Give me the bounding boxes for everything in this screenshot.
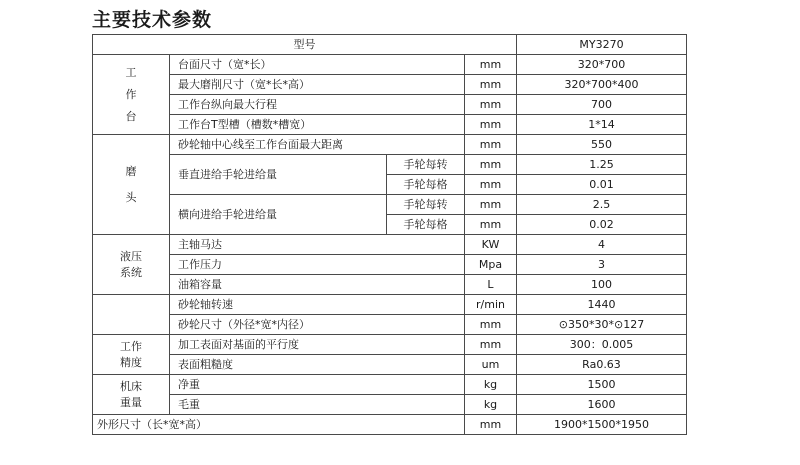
unit-cell: L <box>465 275 517 295</box>
spec-table <box>92 34 687 435</box>
value-cell: 320*700*400 <box>517 75 687 95</box>
unit-cell: mm <box>465 75 517 95</box>
value-cell: 1500 <box>517 375 687 395</box>
table-row <box>93 295 687 315</box>
param-label: 净重 <box>170 375 465 395</box>
header-model-value: MY3270 <box>517 35 687 55</box>
param-label: 砂轮尺寸（外径*宽*内径） <box>170 315 465 335</box>
value-cell: 700 <box>517 95 687 115</box>
param-label: 最大磨削尺寸（宽*长*高） <box>170 75 465 95</box>
sub-label: 手轮每转 <box>387 195 465 215</box>
table-row <box>93 315 687 335</box>
page-title: 主要技术参数 <box>92 9 213 31</box>
unit-cell: Mpa <box>465 255 517 275</box>
value-cell: Ra0.63 <box>517 355 687 375</box>
table-row <box>93 275 687 295</box>
param-label: 垂直进给手轮进给量 <box>170 155 387 195</box>
unit-cell: kg <box>465 395 517 415</box>
table-row <box>93 235 687 255</box>
value-cell: 1900*1500*1950 <box>517 415 687 435</box>
value-cell: 100 <box>517 275 687 295</box>
table-row <box>93 355 687 375</box>
table-row <box>93 375 687 395</box>
group-precision: 工作 精度 <box>93 335 170 375</box>
table-row <box>93 95 687 115</box>
param-label: 工作台T型槽（槽数*槽宽） <box>170 115 465 135</box>
value-cell: 2.5 <box>517 195 687 215</box>
param-label: 毛重 <box>170 395 465 415</box>
table-row <box>93 195 687 215</box>
header-model-label: 型号 <box>93 35 517 55</box>
table-row <box>93 155 687 175</box>
unit-cell: mm <box>465 175 517 195</box>
value-cell: 320*700 <box>517 55 687 75</box>
value-cell: ⊙350*30*⊙127 <box>517 315 687 335</box>
param-label: 表面粗糙度 <box>170 355 465 375</box>
table-row <box>93 335 687 355</box>
unit-cell: mm <box>465 315 517 335</box>
param-label: 砂轮轴中心线至工作台面最大距离 <box>170 135 465 155</box>
sub-label: 手轮每格 <box>387 215 465 235</box>
unit-cell: mm <box>465 135 517 155</box>
group-hydraulic: 液压 系统 <box>93 235 170 295</box>
table-row <box>93 55 687 75</box>
param-label: 横向进给手轮进给量 <box>170 195 387 235</box>
unit-cell: mm <box>465 215 517 235</box>
table-row <box>93 395 687 415</box>
unit-cell: mm <box>465 155 517 175</box>
value-cell: 1.25 <box>517 155 687 175</box>
unit-cell: KW <box>465 235 517 255</box>
value-cell: 4 <box>517 235 687 255</box>
value-cell: 1*14 <box>517 115 687 135</box>
table-row <box>93 415 687 435</box>
table-row <box>93 75 687 95</box>
table-row <box>93 135 687 155</box>
unit-cell: mm <box>465 115 517 135</box>
group-grinding-head: 磨 头 <box>93 135 170 235</box>
param-label: 主轴马达 <box>170 235 465 255</box>
unit-cell: r/min <box>465 295 517 315</box>
sub-label: 手轮每转 <box>387 155 465 175</box>
param-label: 加工表面对基面的平行度 <box>170 335 465 355</box>
param-label: 台面尺寸（宽*长） <box>170 55 465 75</box>
unit-cell: mm <box>465 55 517 75</box>
param-label: 工作压力 <box>170 255 465 275</box>
table-row <box>93 115 687 135</box>
value-cell: 3 <box>517 255 687 275</box>
value-cell: 300：0.005 <box>517 335 687 355</box>
value-cell: 1440 <box>517 295 687 315</box>
value-cell: 1600 <box>517 395 687 415</box>
unit-cell: kg <box>465 375 517 395</box>
value-cell: 0.01 <box>517 175 687 195</box>
unit-cell: um <box>465 355 517 375</box>
param-label: 工作台纵向最大行程 <box>170 95 465 115</box>
unit-cell: mm <box>465 335 517 355</box>
param-label: 砂轮轴转速 <box>170 295 465 315</box>
unit-cell: mm <box>465 195 517 215</box>
table-row <box>93 35 687 55</box>
table-row <box>93 255 687 275</box>
group-wheel <box>93 295 170 335</box>
group-worktable: 工 作 台 <box>93 55 170 135</box>
param-label: 油箱容量 <box>170 275 465 295</box>
unit-cell: mm <box>465 415 517 435</box>
unit-cell: mm <box>465 95 517 115</box>
sub-label: 手轮每格 <box>387 175 465 195</box>
param-label: 外形尺寸（长*宽*高） <box>93 415 465 435</box>
group-weight: 机床 重量 <box>93 375 170 415</box>
value-cell: 0.02 <box>517 215 687 235</box>
value-cell: 550 <box>517 135 687 155</box>
